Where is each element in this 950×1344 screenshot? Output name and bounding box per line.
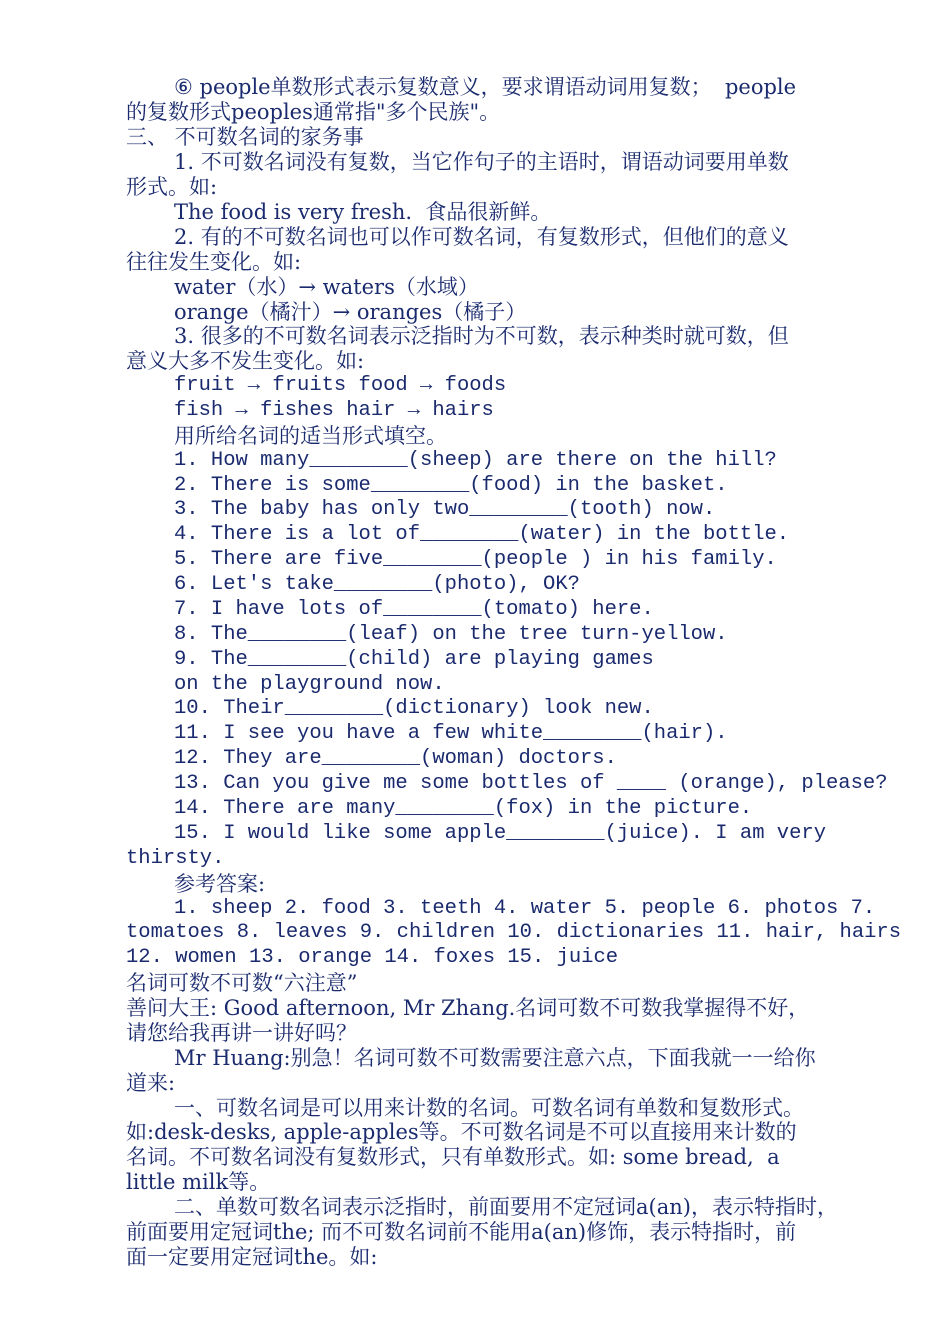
text-line: 善问大王: Good afternoon, Mr Zhang.名词可数不可数我掌握得不好， <box>126 996 810 1020</box>
article-title: 名词可数不可数“六注意” <box>126 971 358 995</box>
exercise-item: 14. There are many________(fox) in the picture. <box>174 797 753 820</box>
exercise-item: 3. The baby has only two________(tooth) now. <box>174 498 716 521</box>
text-line: 名词。不可数名词没有复数形式，只有单数形式。如: some bread, a <box>126 1145 780 1169</box>
exercise-item: 5. There are five________(people ) in his family. <box>174 548 777 571</box>
exercise-item: 13. Can you give me some bottles of ____ (orange), please? <box>174 772 888 795</box>
answer-key-line: 12. women 13. orange 14. foxes 15. juice <box>126 946 619 969</box>
example-line: fruit → fruits food → foods <box>174 374 507 397</box>
text-line: 的复数形式peoples通常指"多个民族"。 <box>126 100 501 124</box>
text-line: 形式。如: <box>126 175 218 199</box>
text-line: 请您给我再讲一讲好吗？ <box>126 1021 357 1045</box>
text-line: 二、单数可数名词表示泛指时，前面要用不定冠词a(an)，表示特指时， <box>174 1195 838 1219</box>
exercise-instruction: 用所给名词的适当形式填空。 <box>174 424 447 448</box>
text-line: 意义大多不发生变化。如: <box>126 349 365 373</box>
exercise-item: 15. I would like some apple________(juice). I am very <box>174 822 827 845</box>
text-line: little milk等。 <box>126 1170 271 1194</box>
text-line: 前面要用定冠词the; 而不可数名词前不能用a(an)修饰，表示特指时，前 <box>126 1220 797 1244</box>
exercise-item: thirsty. <box>126 847 225 870</box>
text-line: 3. 很多的不可数名词表示泛指时为不可数，表示种类时就可数，但 <box>174 324 789 348</box>
example-line: orange（橘汁）→ oranges（橘子） <box>174 300 527 324</box>
answer-key-line: 1. sheep 2. food 3. teeth 4. water 5. people 6. photos 7. <box>174 897 876 920</box>
text-line: 面一定要用定冠词the。如: <box>126 1245 378 1269</box>
text-line: 道来: <box>126 1071 176 1095</box>
exercise-item: 8. The________(leaf) on the tree turn-yellow. <box>174 623 728 646</box>
text-line: 1. 不可数名词没有复数，当它作句子的主语时，谓语动词要用单数 <box>174 150 789 174</box>
exercise-item: 4. There is a lot of________(water) in the bottle. <box>174 523 790 546</box>
text-line: 往往发生变化。如: <box>126 250 302 274</box>
exercise-item: 12. They are________(woman) doctors. <box>174 747 617 770</box>
text-line: 2. 有的不可数名词也可以作可数名词，有复数形式，但他们的意义 <box>174 225 789 249</box>
text-line: Mr Huang:别急！名词可数不可数需要注意六点，下面我就一一给你 <box>174 1046 816 1070</box>
exercise-item: 6. Let's take________(photo), OK? <box>174 573 580 596</box>
exercise-item: 7. I have lots of________(tomato) here. <box>174 598 654 621</box>
example-line: water（水）→ waters（水域） <box>174 275 479 299</box>
text-line: 一、可数名词是可以用来计数的名词。可数名词有单数和复数形式。 <box>174 1096 804 1120</box>
answer-key-line: tomatoes 8. leaves 9. children 10. dictionaries 11. hair, hairs <box>126 921 902 944</box>
text-line: 如:desk-desks, apple-apples等。不可数名词是不可以直接用来计数的 <box>126 1120 797 1144</box>
answer-key-heading: 参考答案: <box>174 872 266 896</box>
exercise-item: 2. There is some________(food) in the basket. <box>174 474 728 497</box>
exercise-item: on the playground now. <box>174 673 445 696</box>
exercise-item: 9. The________(child) are playing games <box>174 648 654 671</box>
exercise-item: 10. Their________(dictionary) look new. <box>174 697 654 720</box>
section-heading: 三、 不可数名词的家务事 <box>126 125 364 149</box>
example-line: The food is very fresh. 食品很新鲜。 <box>174 200 552 224</box>
example-line: fish → fishes hair → hairs <box>174 399 494 422</box>
exercise-item: 1. How many________(sheep) are there on the hill? <box>174 449 777 472</box>
text-line: ⑥ people单数形式表示复数意义，要求谓语动词用复数； people <box>174 75 797 99</box>
exercise-item: 11. I see you have a few white________(hair). <box>174 722 728 745</box>
